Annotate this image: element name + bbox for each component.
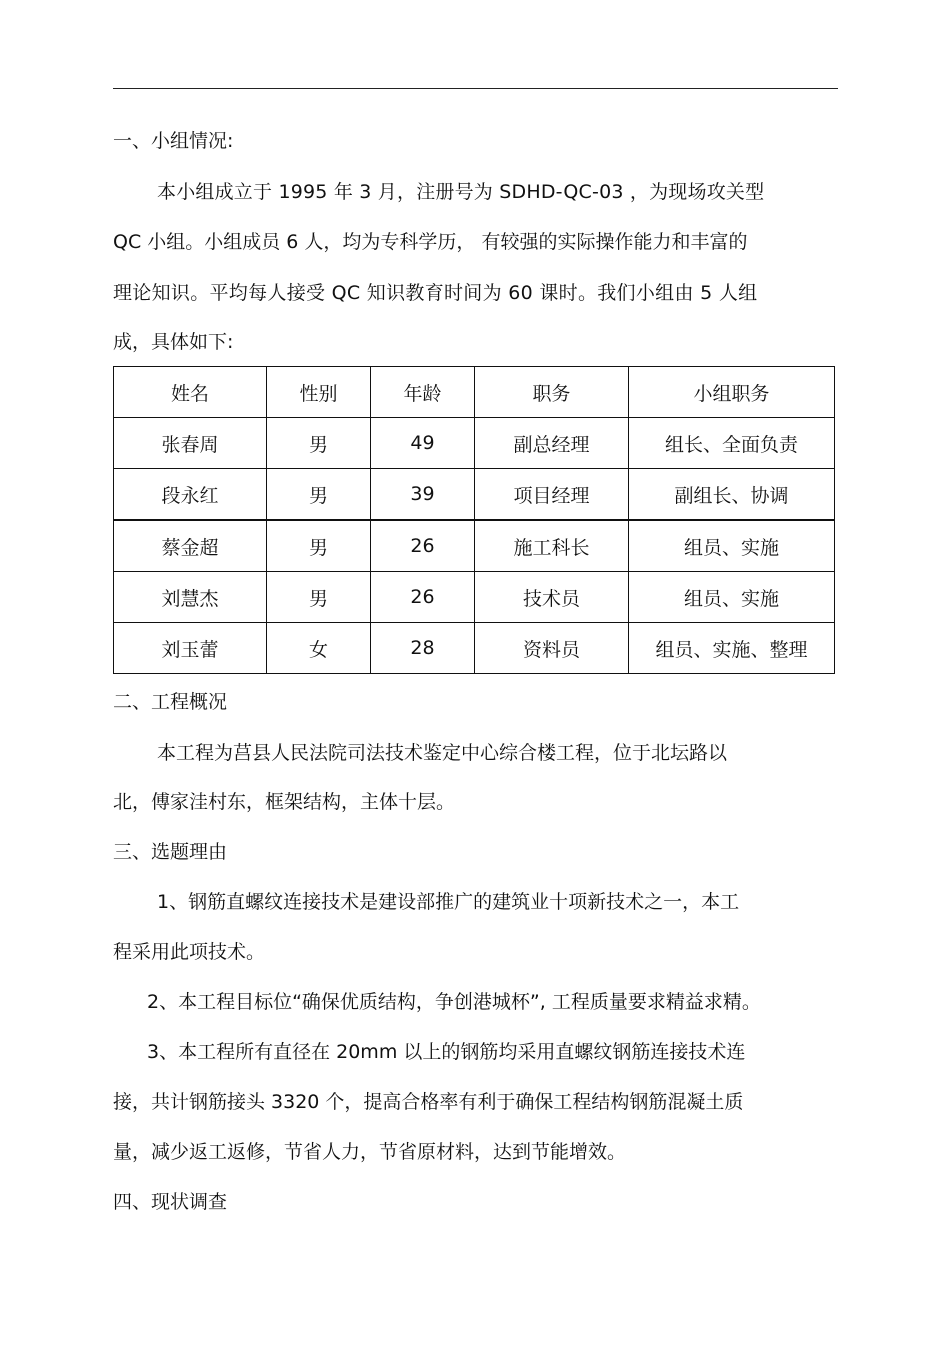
header-name: 姓名 [114,367,267,418]
section1-paragraph-line: 成，具体如下: [113,331,234,353]
cell-group-role: 组员、实施、整理 [629,623,835,674]
cell-position: 资料员 [475,623,629,674]
cell-name: 蔡金超 [114,520,267,572]
cell-name: 段永红 [114,469,267,521]
cell-position: 副总经理 [475,418,629,469]
reason-1-line: 1、钢筋直螺纹连接技术是建设部推广的建筑业十项新技术之一，本工 [157,891,740,913]
table-row [114,623,835,674]
table-header-row [114,367,835,418]
cell-name: 刘慧杰 [114,572,267,623]
header-age: 年龄 [371,367,475,418]
cell-group-role: 副组长、协调 [629,469,835,521]
section3-heading: 三、选题理由 [113,841,228,863]
table-row [114,520,835,572]
reason-1-line: 程采用此项技术。 [113,941,266,963]
cell-age: 28 [371,623,475,674]
section1-paragraph-line: QC 小组。小组成员 6 人，均为专科学历， 有较强的实际操作能力和丰富的 [113,231,748,253]
cell-group-role: 组长、全面负责 [629,418,835,469]
cell-name: 刘玉蕾 [114,623,267,674]
cell-age: 26 [371,520,475,572]
section1-paragraph-line: 理论知识。平均每人接受 QC 知识教育时间为 60 课时。我们小组由 5 人组 [113,282,758,304]
cell-group-role: 组员、实施 [629,520,835,572]
cell-gender: 男 [267,572,371,623]
cell-gender: 女 [267,623,371,674]
cell-gender: 男 [267,469,371,521]
header-rule [113,88,838,89]
section1-paragraph-line: 本小组成立于 1995 年 3 月，注册号为 SDHD-QC-03 ，为现场攻关型 [157,181,765,203]
reason-3-line: 量，减少返工返修，节省人力，节省原材料，达到节能增效。 [113,1141,627,1163]
cell-age: 49 [371,418,475,469]
cell-position: 项目经理 [475,469,629,521]
header-gender: 性别 [267,367,371,418]
cell-name: 张春周 [114,418,267,469]
section2-paragraph-line: 北，傅家洼村东，框架结构，主体十层。 [113,791,456,813]
section4-heading: 四、现状调查 [113,1191,228,1213]
section1-heading: 一、小组情况: [113,130,234,152]
header-group-role: 小组职务 [629,367,835,418]
reason-3-line: 接，共计钢筋接头 3320 个，提高合格率有利于确保工程结构钢筋混凝土质 [113,1091,744,1113]
table-row [114,572,835,623]
table-row [114,418,835,469]
section2-paragraph-line: 本工程为莒县人民法院司法技术鉴定中心综合楼工程，位于北坛路以 [157,742,728,764]
reason-3-line: 3、本工程所有直径在 20mm 以上的钢筋均采用直螺纹钢筋连接技术连 [147,1041,746,1063]
cell-position: 技术员 [475,572,629,623]
cell-age: 39 [371,469,475,521]
cell-gender: 男 [267,418,371,469]
cell-position: 施工科长 [475,520,629,572]
table-row [114,469,835,521]
cell-gender: 男 [267,520,371,572]
cell-age: 26 [371,572,475,623]
cell-group-role: 组员、实施 [629,572,835,623]
members-table [113,366,835,674]
reason-2: 2、本工程目标位“确保优质结构，争创港城杯”, 工程质量要求精益求精。 [147,991,761,1013]
header-position: 职务 [475,367,629,418]
section2-heading: 二、工程概况 [113,691,228,713]
